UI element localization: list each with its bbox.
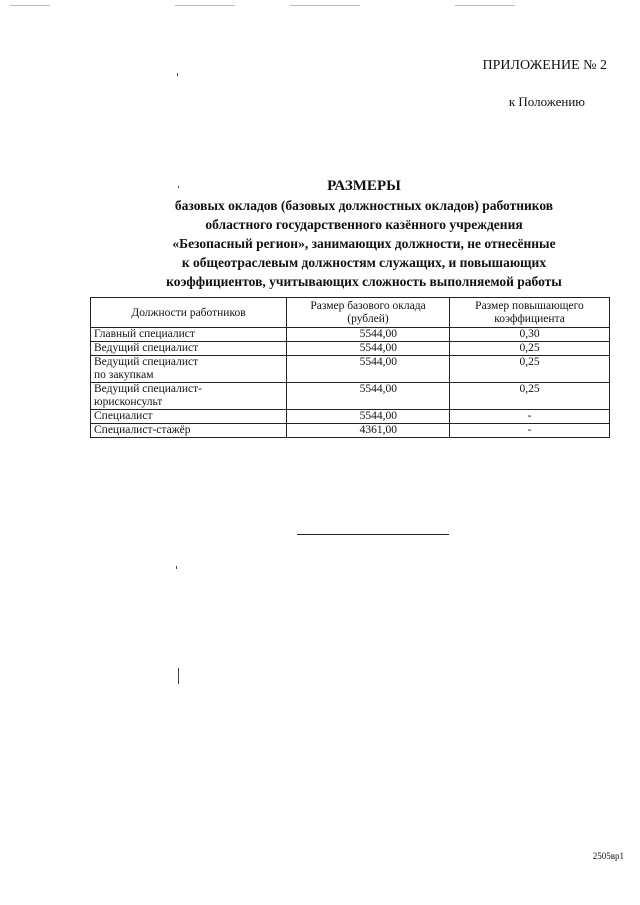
salary-cell: 5544,00	[287, 356, 450, 383]
position-cell: Ведущий специалист- юрисконсульт	[91, 383, 287, 410]
position-cell: Специалист	[91, 410, 287, 424]
title-line: коэффициентов, учитывающих сложность выполняемой работы	[166, 274, 562, 289]
salary-table	[90, 297, 610, 438]
position-cell: Ведущий специалист по закупкам	[91, 356, 287, 383]
position-cell: Ведущий специалист	[91, 342, 287, 356]
header-position: Должности работников	[91, 298, 287, 328]
coefficient-cell: -	[450, 410, 610, 424]
table-row	[91, 342, 610, 356]
scan-edge-mark	[455, 5, 515, 6]
table-row	[91, 383, 610, 410]
header-salary: Размер базового оклада (рублей)	[287, 298, 450, 328]
position-cell: Специалист-стажёр	[91, 424, 287, 438]
title-line: к общеотраслевым должностям служащих, и повышающих	[181, 255, 547, 270]
table-row	[91, 410, 610, 424]
scan-edge-mark	[290, 5, 360, 6]
scan-edge-mark	[175, 5, 235, 6]
salary-cell: 5544,00	[287, 328, 450, 342]
salary-cell: 5544,00	[287, 342, 450, 356]
scan-edge-mark	[10, 5, 50, 6]
coefficient-cell: 0,25	[450, 342, 610, 356]
title-line: областного государственного казённого учреждения	[205, 217, 523, 232]
table-row	[91, 328, 610, 342]
document-code: 2505вр1	[592, 851, 624, 861]
scan-speck	[176, 566, 177, 569]
table-row	[91, 424, 610, 438]
salary-cell: 4361,00	[287, 424, 450, 438]
table-header-row	[91, 298, 610, 328]
table-row	[91, 356, 610, 383]
salary-cell: 5544,00	[287, 383, 450, 410]
signature-line	[297, 534, 449, 535]
scan-speck	[177, 73, 178, 76]
document-title	[90, 177, 638, 291]
header-coefficient: Размер повышающего коэффициента	[450, 298, 610, 328]
salary-cell: 5544,00	[287, 410, 450, 424]
coefficient-cell: 0,25	[450, 356, 610, 383]
appendix-label: ПРИЛОЖЕНИЕ № 2	[482, 58, 607, 73]
coefficient-cell: -	[450, 424, 610, 438]
title-line: «Безопасный регион», занимающих должности, не отнесённые	[172, 236, 556, 251]
scan-speck	[178, 668, 179, 684]
coefficient-cell: 0,25	[450, 383, 610, 410]
title-main: РАЗМЕРЫ	[327, 178, 401, 194]
regulation-reference: к Положению	[508, 94, 585, 109]
coefficient-cell: 0,30	[450, 328, 610, 342]
position-cell: Главный специалист	[91, 328, 287, 342]
title-line: базовых окладов (базовых должностных окладов) работников	[174, 198, 554, 213]
